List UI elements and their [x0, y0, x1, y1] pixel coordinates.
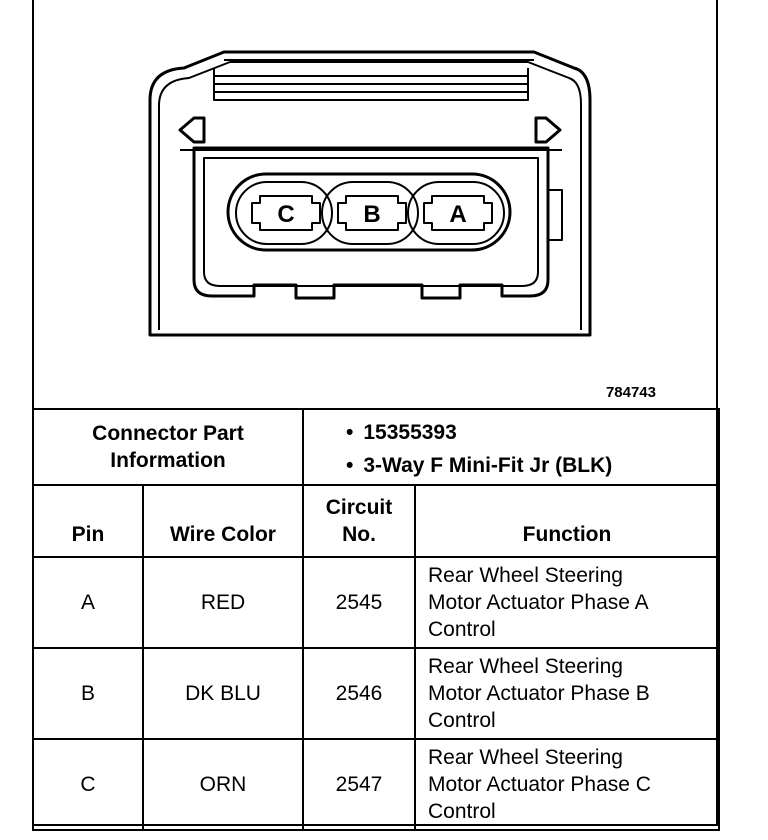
wire-color-cell: ORN: [143, 739, 303, 830]
pin-cell: B: [33, 648, 143, 739]
part-info-label: Connector Part Information: [33, 409, 303, 485]
circuit-cell: 2547: [303, 739, 415, 830]
function-cell: Rear Wheel Steering Motor Actuator Phase C Control: [415, 739, 719, 830]
header-function: Function: [415, 485, 719, 557]
connector-face-diagram: [34, 0, 716, 408]
figure-id: 784743: [605, 384, 656, 401]
wire-color-cell: RED: [143, 557, 303, 648]
pin-label-a: A: [449, 201, 467, 228]
table-row: [33, 739, 719, 830]
header-pin: Pin: [33, 485, 143, 557]
table-row: [33, 557, 719, 648]
table-row: [33, 648, 719, 739]
function-cell: Rear Wheel Steering Motor Actuator Phase B Control: [415, 648, 719, 739]
part-description: • 3-Way F Mini-Fit Jr (BLK): [346, 449, 718, 482]
pin-label-b: B: [363, 201, 381, 228]
circuit-cell: 2546: [303, 648, 415, 739]
table-header-row: [33, 485, 719, 557]
header-wire-color: Wire Color: [143, 485, 303, 557]
circuit-cell: 2545: [303, 557, 415, 648]
function-cell: Rear Wheel Steering Motor Actuator Phase A Control: [415, 557, 719, 648]
pin-cell: A: [33, 557, 143, 648]
pin-cell: C: [33, 739, 143, 830]
header-circuit: Circuit No.: [303, 485, 415, 557]
part-number: • 15355393: [346, 416, 718, 449]
part-info-row: [33, 409, 719, 485]
part-info-list: [303, 409, 719, 485]
wire-color-cell: DK BLU: [143, 648, 303, 739]
connector-info-table: [32, 408, 720, 831]
pin-label-c: C: [277, 201, 295, 228]
connector-drawing: [34, 0, 716, 408]
